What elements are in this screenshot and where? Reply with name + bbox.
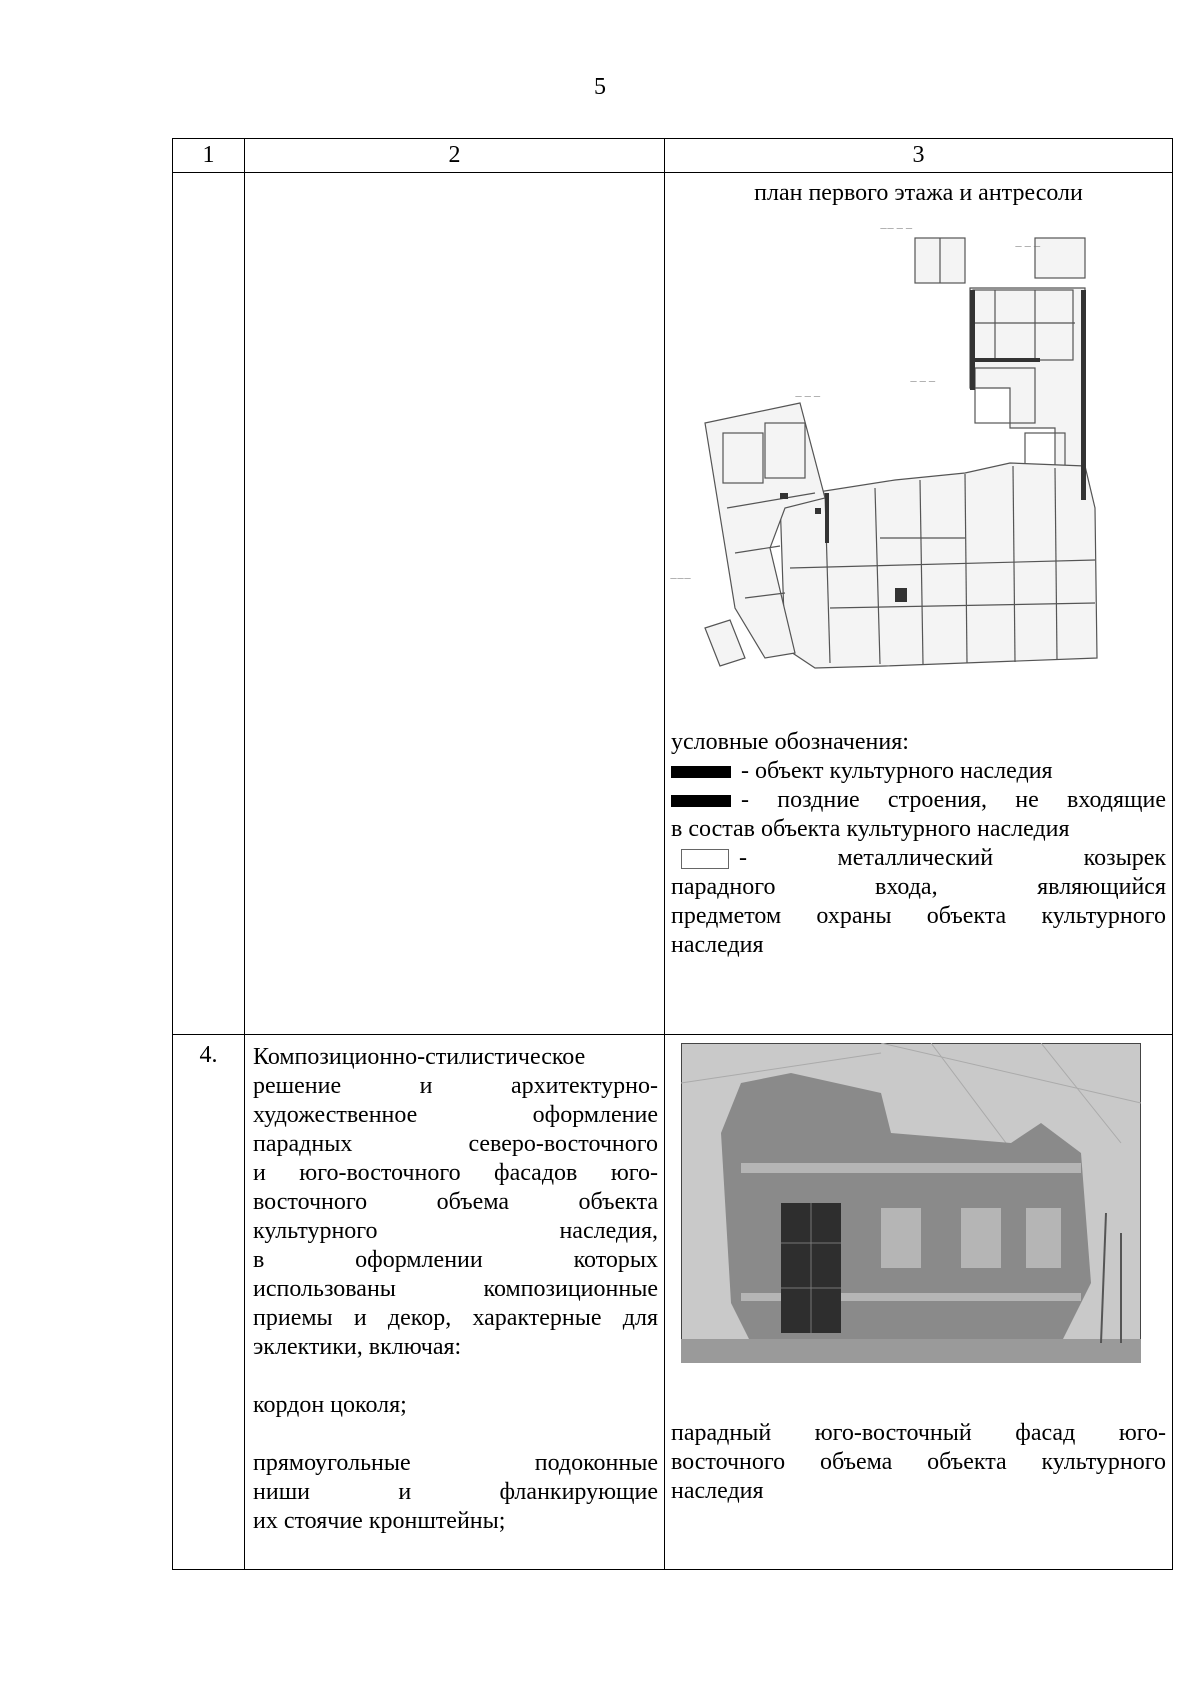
legend-item-heritage-text: - объект культурного наследия xyxy=(741,758,1053,784)
legend-item-canopy-cont3: наследия xyxy=(671,932,764,958)
facade-photo xyxy=(681,1043,1141,1363)
desc-line: и юго-восточного фасадов юго- xyxy=(253,1160,658,1186)
photo-caption-line: наследия xyxy=(671,1478,764,1504)
desc-line: решение и архитектурно- xyxy=(253,1073,658,1099)
svg-text:— — —: — — — xyxy=(910,377,936,385)
heritage-table xyxy=(172,138,1173,1570)
header-col-2: 2 xyxy=(245,139,665,173)
desc-line: восточного объема объекта xyxy=(253,1189,658,1215)
legend-item-canopy-cont2: предметом охраны объекта культурного xyxy=(671,903,1166,929)
legend-item-late-cont: в состав объекта культурного наследия xyxy=(671,816,1070,842)
page-number: 5 xyxy=(594,74,606,100)
row1-col1 xyxy=(173,173,245,1035)
header-col-3: 3 xyxy=(665,139,1173,173)
legend-swatch-late xyxy=(671,795,731,807)
desc-item-cordon: кордон цоколя; xyxy=(253,1392,407,1418)
photo-caption-line: парадный юго-восточный фасад юго- xyxy=(671,1420,1166,1446)
header-col-1: 1 xyxy=(173,139,245,173)
svg-text:———: ——— xyxy=(670,574,691,582)
desc-line: художественное оформление xyxy=(253,1102,658,1128)
desc-item-niches-cont: их стоячие кронштейны; xyxy=(253,1508,506,1534)
legend-swatch-canopy xyxy=(681,849,729,869)
legend-item-late xyxy=(671,786,1166,815)
desc-line: использованы композиционные xyxy=(253,1276,658,1302)
svg-text:—— — —: —— — — xyxy=(880,224,913,232)
desc-line: приемы и декор, характерные для xyxy=(253,1305,658,1331)
svg-text:— — —: — — — xyxy=(795,392,821,400)
desc-line: в оформлении которых xyxy=(253,1247,658,1273)
photo-caption-line: восточного объема объекта культурного xyxy=(671,1449,1166,1475)
row1-col3 xyxy=(665,173,1173,1035)
desc-item-niches: прямоугольные подоконные xyxy=(253,1450,658,1476)
desc-line: Композиционно-стилистическое xyxy=(253,1044,586,1070)
floor-plan-svg xyxy=(665,208,1173,728)
desc-line: эклектики, включая: xyxy=(253,1334,462,1360)
desc-line: культурного наследия, xyxy=(253,1218,658,1244)
legend-item-canopy xyxy=(671,844,1166,873)
legend-item-canopy-cont1: парадного входа, являющийся xyxy=(671,874,1166,900)
plan-caption: план первого этажа и антресоли xyxy=(754,180,1083,206)
legend-item-heritage xyxy=(671,757,1166,786)
row2-photo-cell xyxy=(665,1035,1173,1570)
table-row xyxy=(173,173,1173,1035)
svg-text:— — —: — — — xyxy=(1015,242,1041,250)
row2-description xyxy=(245,1035,665,1570)
table-row xyxy=(173,1035,1173,1570)
floor-plan-drawing xyxy=(665,208,1172,728)
table-header-row xyxy=(173,139,1173,173)
legend-item-canopy-text: - металлический козырек xyxy=(739,845,1166,871)
desc-item-niches-cont: ниши и фланкирующие xyxy=(253,1479,658,1505)
legend-item-late-text: - поздние строения, не входящие xyxy=(741,787,1166,813)
row1-col2 xyxy=(245,173,665,1035)
photo-caption xyxy=(665,1419,1172,1506)
legend-swatch-heritage xyxy=(671,766,731,778)
desc-line: парадных северо-восточного xyxy=(253,1131,658,1157)
legend xyxy=(665,728,1172,962)
legend-title: условные обозначения: xyxy=(671,729,909,755)
row2-number: 4. xyxy=(173,1035,245,1570)
